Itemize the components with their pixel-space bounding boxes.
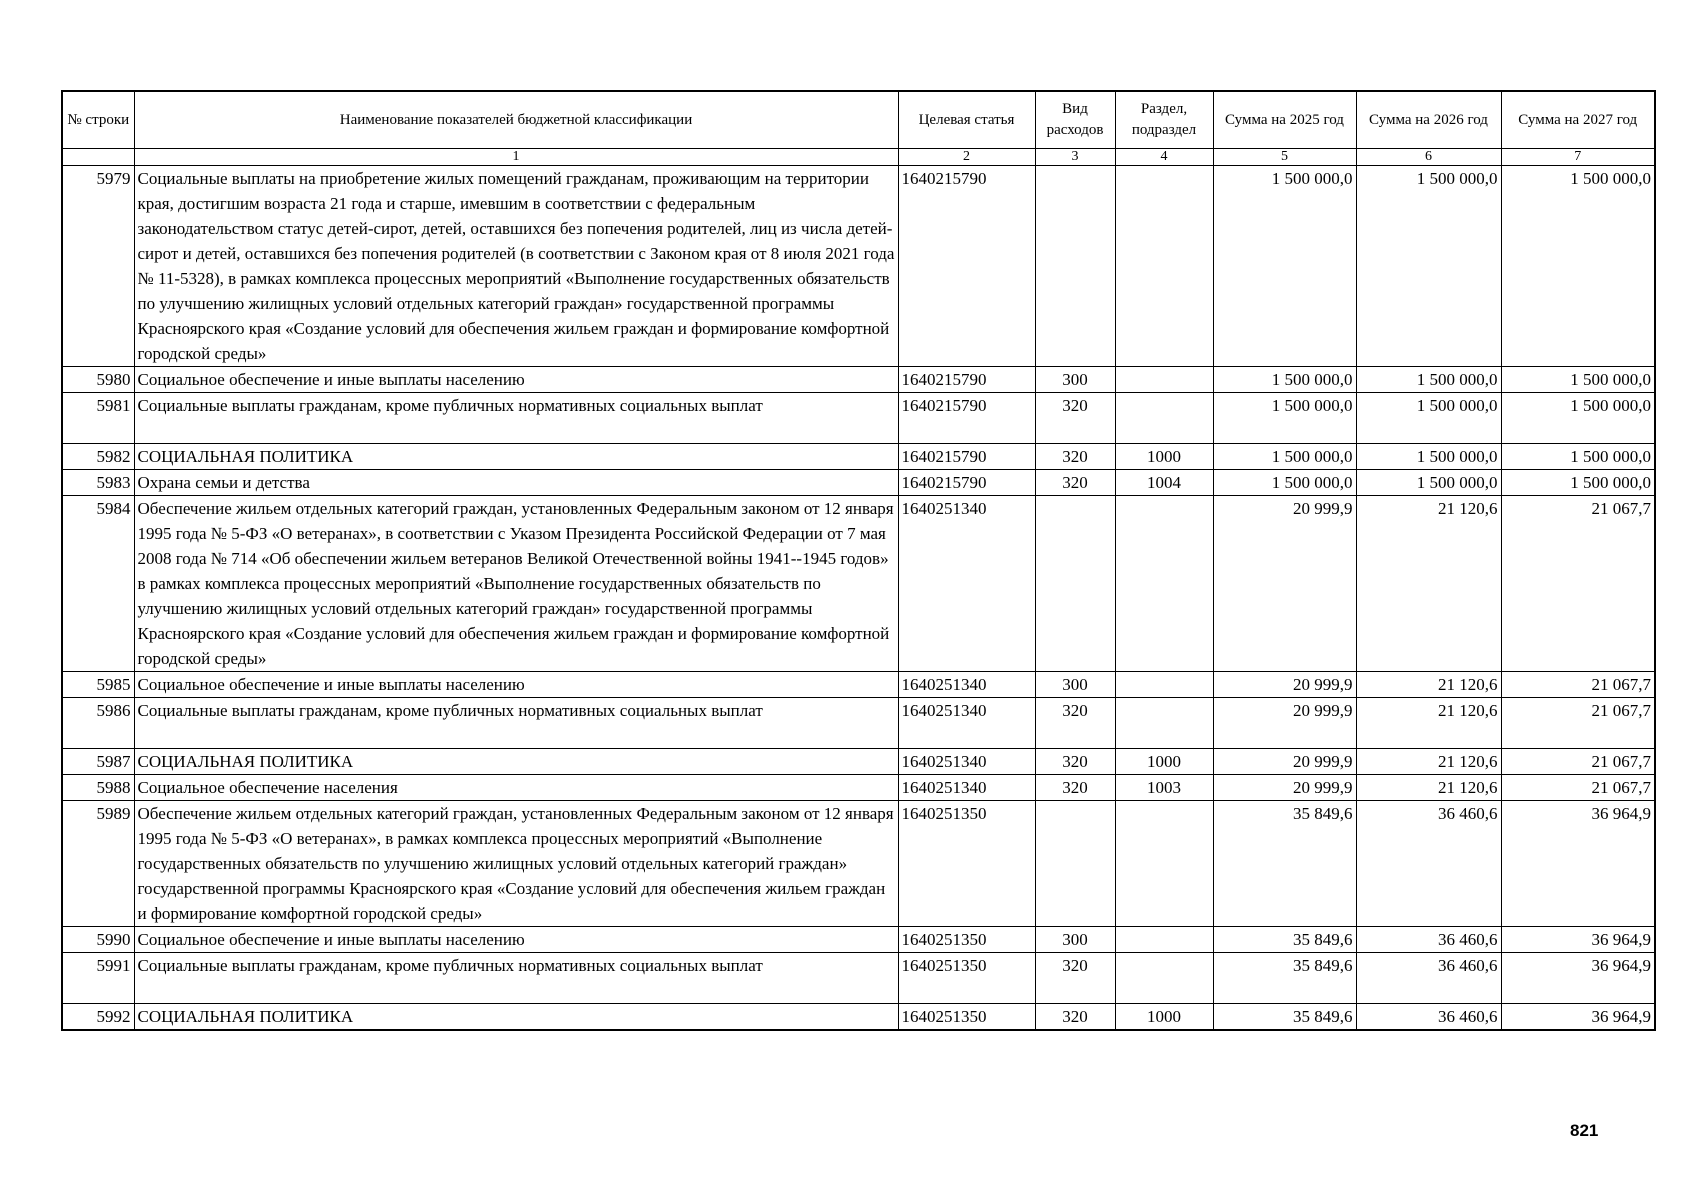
column-number: 3 — [1035, 149, 1115, 166]
row-sum-2025: 20 999,9 — [1213, 749, 1356, 775]
row-sum-2026: 21 120,6 — [1356, 496, 1501, 672]
row-number: 5985 — [62, 672, 134, 698]
row-sum-2026: 36 460,6 — [1356, 953, 1501, 1004]
row-target: 1640251340 — [898, 749, 1035, 775]
row-sum-2027: 36 964,9 — [1501, 927, 1655, 953]
row-number: 5986 — [62, 698, 134, 749]
header-sum-2027: Сумма на 2027 год — [1501, 91, 1655, 149]
row-target: 1640251350 — [898, 927, 1035, 953]
row-sum-2027: 1 500 000,0 — [1501, 393, 1655, 444]
row-razdel — [1115, 393, 1213, 444]
column-number: 4 — [1115, 149, 1213, 166]
row-number: 5990 — [62, 927, 134, 953]
row-vid: 320 — [1035, 775, 1115, 801]
row-razdel — [1115, 367, 1213, 393]
row-sum-2025: 1 500 000,0 — [1213, 166, 1356, 367]
row-razdel — [1115, 698, 1213, 749]
table-row — [62, 749, 1655, 775]
row-sum-2026: 21 120,6 — [1356, 749, 1501, 775]
row-target: 1640215790 — [898, 470, 1035, 496]
row-sum-2025: 20 999,9 — [1213, 496, 1356, 672]
header-row — [62, 91, 1655, 149]
row-sum-2027: 36 964,9 — [1501, 1004, 1655, 1031]
table-row — [62, 367, 1655, 393]
row-sum-2027: 21 067,7 — [1501, 496, 1655, 672]
row-number: 5981 — [62, 393, 134, 444]
row-razdel — [1115, 166, 1213, 367]
table-row — [62, 393, 1655, 444]
row-name: Социальное обеспечение и иные выплаты населению — [134, 367, 898, 393]
row-number: 5988 — [62, 775, 134, 801]
row-razdel: 1000 — [1115, 1004, 1213, 1031]
table-row — [62, 444, 1655, 470]
row-sum-2027: 21 067,7 — [1501, 775, 1655, 801]
row-sum-2025: 20 999,9 — [1213, 672, 1356, 698]
table-row — [62, 953, 1655, 1004]
row-name: Социальное обеспечение и иные выплаты населению — [134, 927, 898, 953]
row-target: 1640215790 — [898, 166, 1035, 367]
table-row — [62, 496, 1655, 672]
row-vid: 320 — [1035, 470, 1115, 496]
table-row — [62, 775, 1655, 801]
row-target: 1640251340 — [898, 775, 1035, 801]
budget-table — [61, 90, 1656, 1031]
row-number: 5983 — [62, 470, 134, 496]
row-target: 1640215790 — [898, 444, 1035, 470]
row-sum-2027: 1 500 000,0 — [1501, 470, 1655, 496]
row-name: Социальные выплаты гражданам, кроме публичных нормативных социальных выплат — [134, 953, 898, 1004]
row-sum-2027: 1 500 000,0 — [1501, 367, 1655, 393]
row-sum-2026: 36 460,6 — [1356, 1004, 1501, 1031]
row-sum-2026: 1 500 000,0 — [1356, 166, 1501, 367]
row-number: 5979 — [62, 166, 134, 367]
row-sum-2027: 36 964,9 — [1501, 801, 1655, 927]
row-razdel — [1115, 953, 1213, 1004]
header-vid: Вид расходов — [1035, 91, 1115, 149]
table-row — [62, 927, 1655, 953]
row-vid: 320 — [1035, 1004, 1115, 1031]
column-number — [62, 149, 134, 166]
row-target: 1640215790 — [898, 393, 1035, 444]
row-name: Обеспечение жильем отдельных категорий граждан, установленных Федеральным законом от 12 января 1995 года № 5-ФЗ «О ветеранах», в соответствии с Указом Президента Российской Федерации от 7 мая 2008 года № 714 «Об обеспечении жильем ветеранов Великой Отечественной войны 1941--1945 годов» в рамках комплекса процессных мероприятий «Выполнение государственных обязательств по улучшению жилищных условий отдельных категорий граждан» государственной программы Красноярского края «Создание условий для обеспечения жильем граждан и формирование комфортной городской среды» — [134, 496, 898, 672]
row-sum-2026: 1 500 000,0 — [1356, 470, 1501, 496]
row-razdel: 1000 — [1115, 444, 1213, 470]
row-vid — [1035, 166, 1115, 367]
page-number: 821 — [1570, 1121, 1599, 1140]
row-name: СОЦИАЛЬНАЯ ПОЛИТИКА — [134, 749, 898, 775]
row-name: СОЦИАЛЬНАЯ ПОЛИТИКА — [134, 444, 898, 470]
row-name: Социальные выплаты гражданам, кроме публичных нормативных социальных выплат — [134, 698, 898, 749]
row-sum-2026: 36 460,6 — [1356, 801, 1501, 927]
row-target: 1640251350 — [898, 1004, 1035, 1031]
row-sum-2026: 1 500 000,0 — [1356, 444, 1501, 470]
row-name: СОЦИАЛЬНАЯ ПОЛИТИКА — [134, 1004, 898, 1031]
row-sum-2026: 21 120,6 — [1356, 775, 1501, 801]
row-vid: 300 — [1035, 672, 1115, 698]
row-sum-2026: 36 460,6 — [1356, 927, 1501, 953]
row-razdel — [1115, 927, 1213, 953]
row-sum-2026: 21 120,6 — [1356, 698, 1501, 749]
row-target: 1640215790 — [898, 367, 1035, 393]
row-sum-2027: 21 067,7 — [1501, 698, 1655, 749]
row-sum-2025: 35 849,6 — [1213, 953, 1356, 1004]
row-vid: 320 — [1035, 444, 1115, 470]
row-vid: 320 — [1035, 393, 1115, 444]
row-sum-2025: 1 500 000,0 — [1213, 367, 1356, 393]
row-razdel — [1115, 801, 1213, 927]
row-sum-2027: 36 964,9 — [1501, 953, 1655, 1004]
row-name: Социальные выплаты на приобретение жилых помещений гражданам, проживающим на территории края, достигшим возраста 21 года и старше, имевшим в соответствии с федеральным законодательством статус детей-сирот, детей, оставшихся без попечения родителей, лиц из числа детей-сирот и детей, оставшихся без попечения родителей (в соответствии с Законом края от 8 июля 2021 года № 11-5328), в рамках комплекса процессных мероприятий «Выполнение государственных обязательств по улучшению жилищных условий отдельных категорий граждан» государственной программы Красноярского края «Создание условий для обеспечения жильем граждан и формирование комфортной городской среды» — [134, 166, 898, 367]
row-target: 1640251340 — [898, 496, 1035, 672]
row-vid: 320 — [1035, 698, 1115, 749]
table-row — [62, 166, 1655, 367]
row-vid: 300 — [1035, 927, 1115, 953]
row-sum-2025: 1 500 000,0 — [1213, 444, 1356, 470]
row-target: 1640251350 — [898, 801, 1035, 927]
table-row — [62, 698, 1655, 749]
column-number: 1 — [134, 149, 898, 166]
row-sum-2027: 21 067,7 — [1501, 749, 1655, 775]
row-sum-2025: 1 500 000,0 — [1213, 393, 1356, 444]
row-target: 1640251350 — [898, 953, 1035, 1004]
column-number: 7 — [1501, 149, 1655, 166]
row-number: 5980 — [62, 367, 134, 393]
row-sum-2027: 21 067,7 — [1501, 672, 1655, 698]
row-sum-2025: 35 849,6 — [1213, 927, 1356, 953]
row-sum-2026: 1 500 000,0 — [1356, 393, 1501, 444]
row-number: 5982 — [62, 444, 134, 470]
row-sum-2025: 35 849,6 — [1213, 1004, 1356, 1031]
header-row-no: № строки — [62, 91, 134, 149]
table-row — [62, 470, 1655, 496]
row-sum-2027: 1 500 000,0 — [1501, 166, 1655, 367]
row-name: Охрана семьи и детства — [134, 470, 898, 496]
row-name: Обеспечение жильем отдельных категорий граждан, установленных Федеральным законом от 12 января 1995 года № 5-ФЗ «О ветеранах», в рамках комплекса процессных мероприятий «Выполнение государственных обязательств по улучшению жилищных условий отдельных категорий граждан» государственной программы Красноярского края «Создание условий для обеспечения жильем граждан и формирование комфортной городской среды» — [134, 801, 898, 927]
column-number: 6 — [1356, 149, 1501, 166]
table-row — [62, 801, 1655, 927]
row-sum-2025: 20 999,9 — [1213, 775, 1356, 801]
header-razdel: Раздел, подраздел — [1115, 91, 1213, 149]
row-sum-2026: 1 500 000,0 — [1356, 367, 1501, 393]
header-target: Целевая статья — [898, 91, 1035, 149]
row-vid: 320 — [1035, 953, 1115, 1004]
row-vid — [1035, 496, 1115, 672]
table-row — [62, 672, 1655, 698]
row-sum-2027: 1 500 000,0 — [1501, 444, 1655, 470]
row-number: 5989 — [62, 801, 134, 927]
row-number: 5991 — [62, 953, 134, 1004]
row-vid: 300 — [1035, 367, 1115, 393]
column-number-row — [62, 149, 1655, 166]
row-razdel: 1000 — [1115, 749, 1213, 775]
row-target: 1640251340 — [898, 672, 1035, 698]
row-razdel — [1115, 672, 1213, 698]
row-number: 5992 — [62, 1004, 134, 1031]
row-sum-2025: 1 500 000,0 — [1213, 470, 1356, 496]
row-sum-2026: 21 120,6 — [1356, 672, 1501, 698]
row-name: Социальное обеспечение и иные выплаты населению — [134, 672, 898, 698]
row-number: 5984 — [62, 496, 134, 672]
row-target: 1640251340 — [898, 698, 1035, 749]
header-sum-2026: Сумма на 2026 год — [1356, 91, 1501, 149]
row-name: Социальное обеспечение населения — [134, 775, 898, 801]
column-number: 5 — [1213, 149, 1356, 166]
row-vid — [1035, 801, 1115, 927]
row-razdel: 1003 — [1115, 775, 1213, 801]
row-number: 5987 — [62, 749, 134, 775]
header-name: Наименование показателей бюджетной классификации — [134, 91, 898, 149]
header-sum-2025: Сумма на 2025 год — [1213, 91, 1356, 149]
row-name: Социальные выплаты гражданам, кроме публичных нормативных социальных выплат — [134, 393, 898, 444]
row-sum-2025: 20 999,9 — [1213, 698, 1356, 749]
row-vid: 320 — [1035, 749, 1115, 775]
row-razdel: 1004 — [1115, 470, 1213, 496]
row-razdel — [1115, 496, 1213, 672]
table-row — [62, 1004, 1655, 1031]
row-sum-2025: 35 849,6 — [1213, 801, 1356, 927]
column-number: 2 — [898, 149, 1035, 166]
